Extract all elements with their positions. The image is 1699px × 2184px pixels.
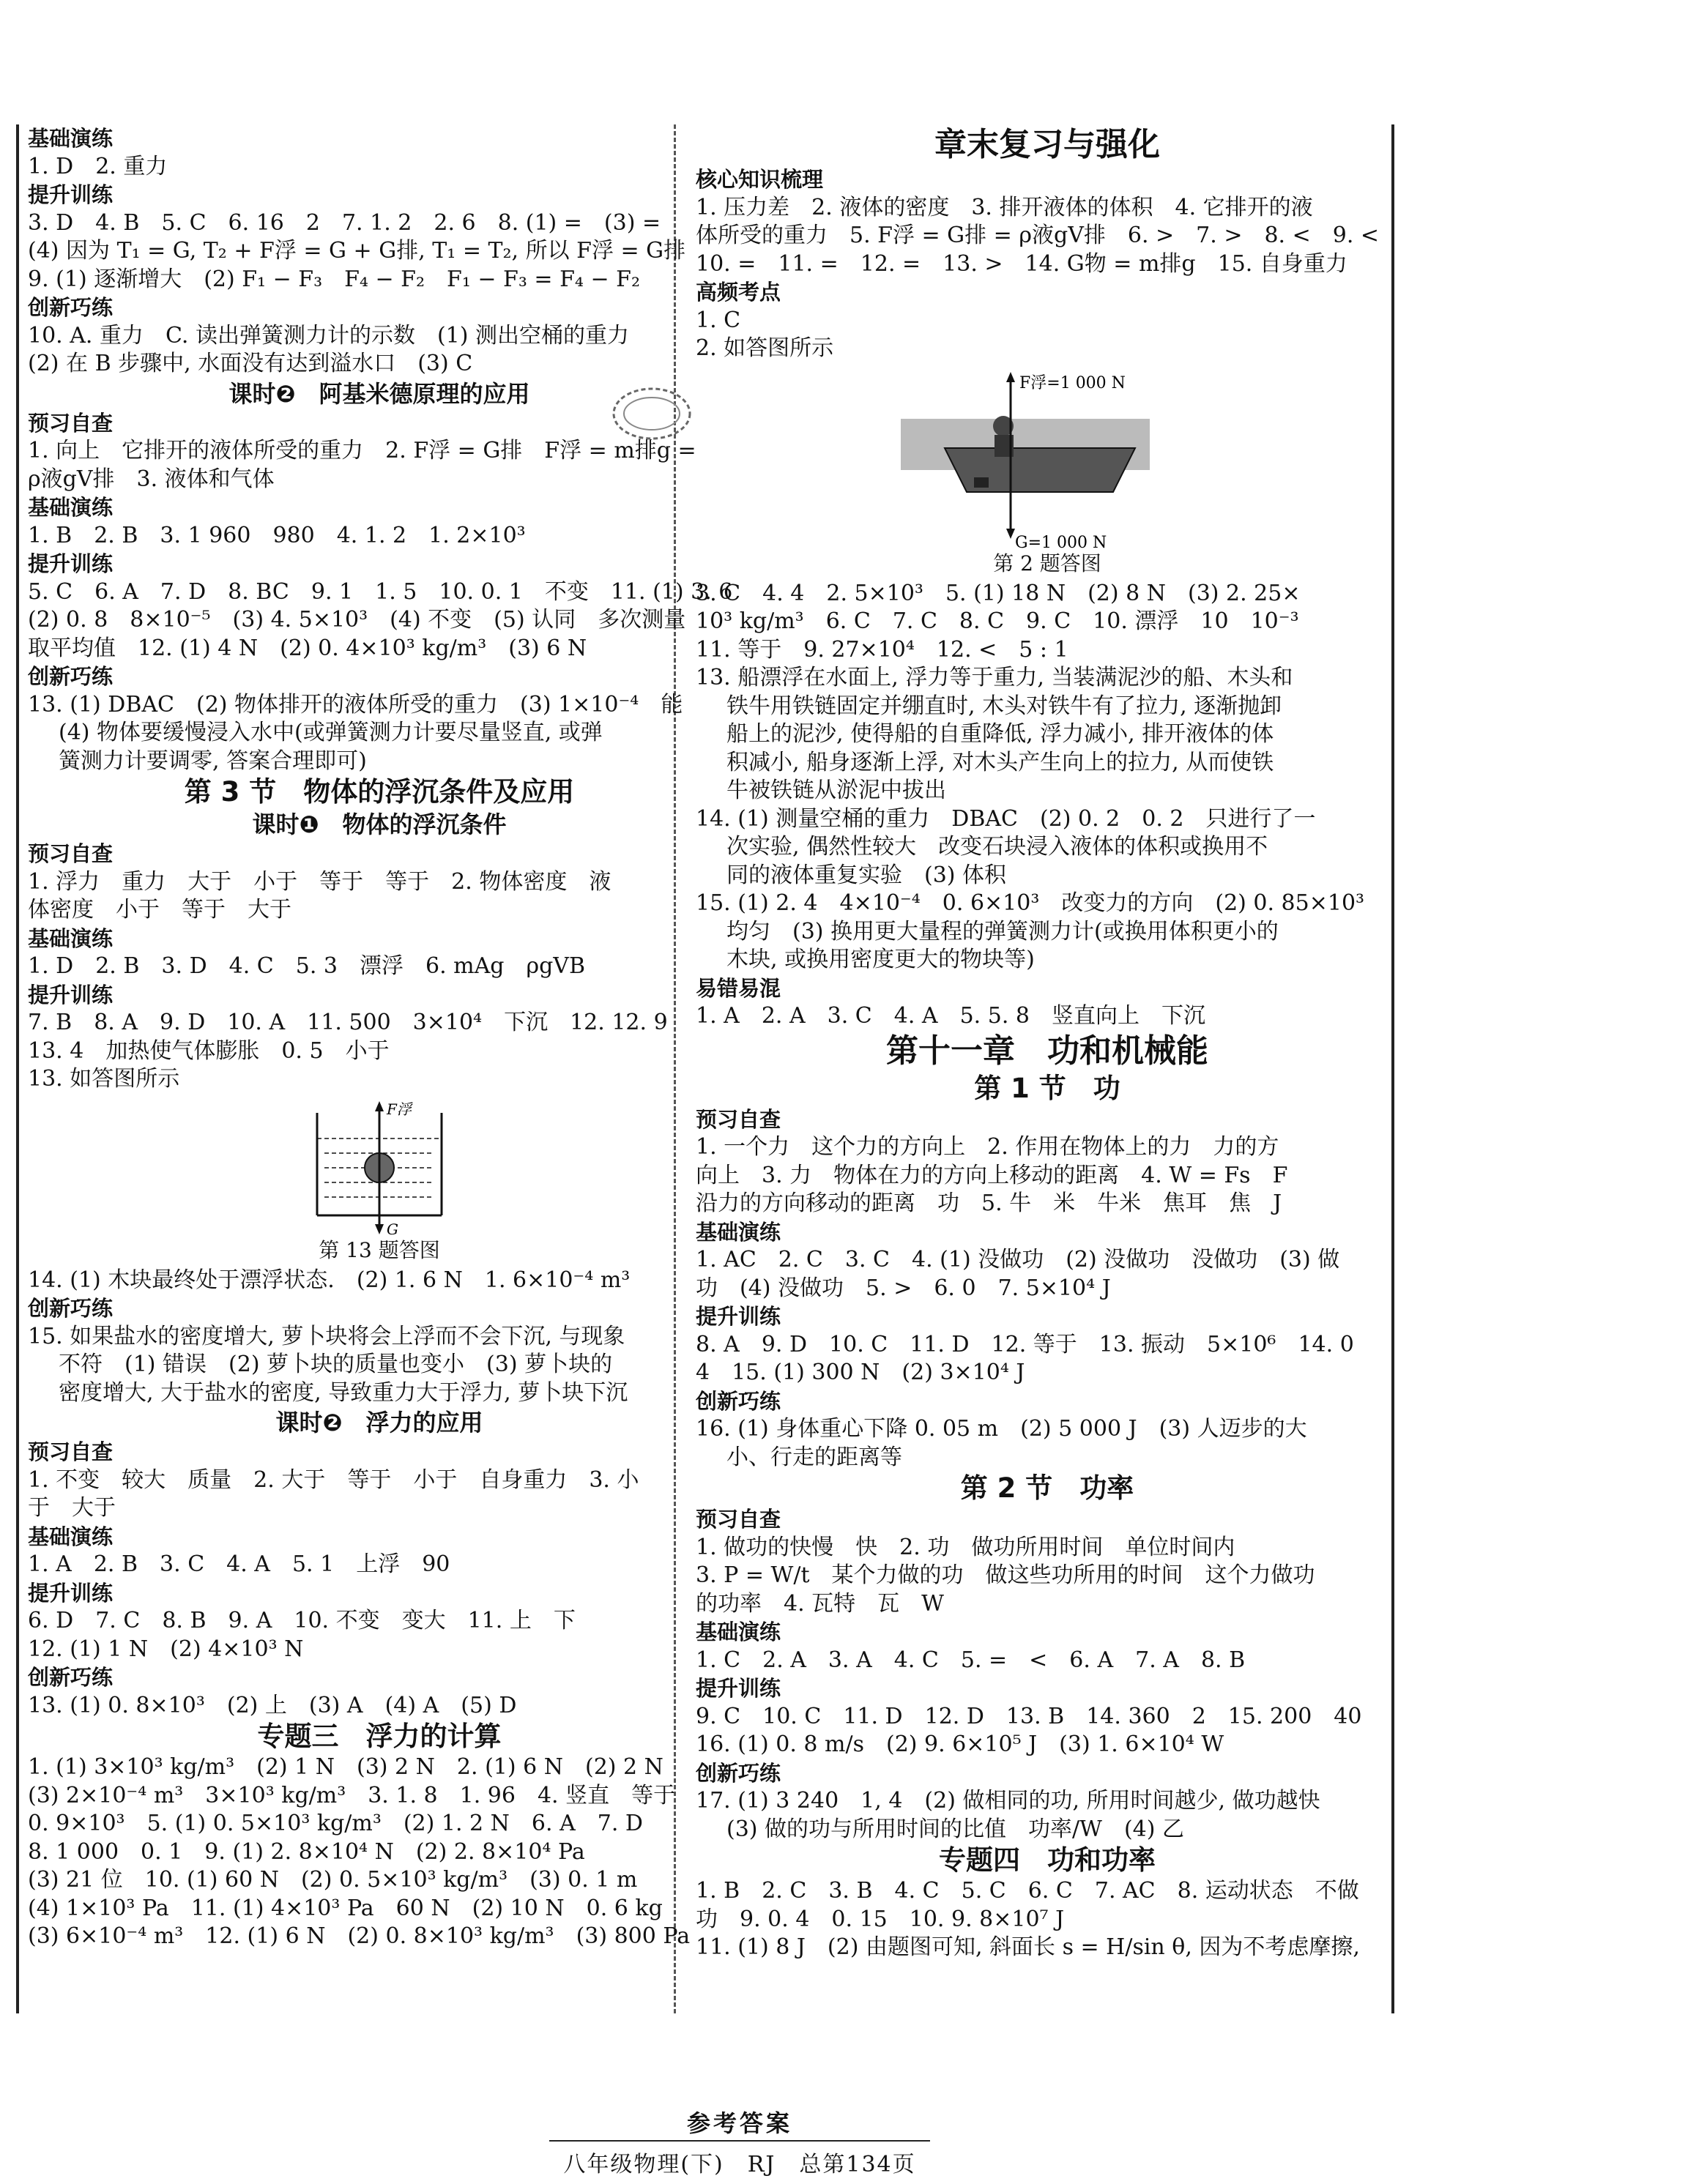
subheading: 高频考点: [696, 280, 781, 305]
subheading: 提升训练: [28, 1580, 114, 1606]
answer-line: 向上 3. 力 物体在力的方向上移动的距离 4. W = Fs F: [696, 1162, 1288, 1188]
figure-13-diagram: [291, 1098, 467, 1237]
footer-subtitle: 八年级物理(下) RJ 总第134页: [563, 2152, 916, 2177]
answer-line-continued: (4) 物体要缓慢浸入水中(或弹簧测力计要尽量竖直, 或弹: [59, 720, 603, 745]
answer-line: (3) 2×10⁻⁴ m³ 3×10³ kg/m³ 3. 1. 8 1. 96 4. 竖直 等于: [28, 1782, 676, 1808]
section-heading: 第 1 节 功: [974, 1072, 1120, 1104]
subheading: 基础演练: [28, 1524, 114, 1549]
figure-2-label-gravity: G=1 000 N: [1015, 533, 1107, 551]
figure-2: [696, 368, 1399, 577]
answer-line: 11. 等于 9. 27×10⁴ 12. < 5 : 1: [696, 636, 1068, 663]
answer-line-continued: 小、行走的距离等: [726, 1444, 902, 1470]
lesson-heading: 课时❷ 阿基米德原理的应用: [228, 379, 530, 408]
answer-line: 1. AC 2. C 3. C 4. (1) 没做功 (2) 没做功 没做功 (3) 做: [696, 1247, 1340, 1272]
subheading: 基础演练: [28, 925, 114, 951]
answer-line: (3) 21 位 10. (1) 60 N (2) 0. 5×10³ kg/m³ (3) 0. 1 m: [28, 1867, 638, 1893]
answer-line: 15. 如果盐水的密度增大, 萝卜块将会上浮而不会下沉, 与现象: [28, 1323, 625, 1349]
answer-line: 12. (1) 1 N (2) 4×10³ N: [28, 1636, 304, 1662]
section-heading: 第 3 节 物体的浮沉条件及应用: [184, 776, 575, 808]
answer-line: 1. C: [696, 307, 741, 333]
answer-line: 10. A. 重力 C. 读出弹簧测力计的示数 (1) 测出空桶的重力: [28, 322, 629, 349]
answer-line: 功 (4) 没做功 5. > 6. 0 7. 5×10⁴ J: [696, 1275, 1111, 1301]
subheading: 基础演练: [28, 126, 114, 151]
answer-line: 14. (1) 测量空桶的重力 DBAC (2) 0. 2 0. 2 只进行了一: [696, 805, 1316, 832]
subheading: 预习自查: [28, 841, 114, 866]
figure-13-caption: 第 13 题答图: [319, 1237, 440, 1262]
answer-line: 1. B 2. C 3. B 4. C 5. C 6. C 7. AC 8. 运动状态 不做: [696, 1878, 1359, 1904]
answer-line: 9. (1) 逐渐增大 (2) F₁ − F₃ F₄ − F₂ F₁ − F₃ = F₄ − F₂: [28, 266, 641, 292]
answer-line: 15. (1) 2. 4 4×10⁻⁴ 0. 6×10³ 改变力的方向 (2) 0. 85×10³: [696, 890, 1365, 916]
answer-line: 6. D 7. C 8. B 9. A 10. 不变 变大 11. 上 下: [28, 1608, 576, 1633]
answer-line: 16. (1) 0. 8 m/s (2) 9. 6×10⁵ J (3) 1. 6×10⁴ W: [696, 1732, 1224, 1757]
footer-title: 参考答案: [549, 2105, 930, 2142]
answer-line: 3. D 4. B 5. C 6. 16 2 7. 1. 2 2. 6 8. (1) = (3) =: [28, 209, 661, 236]
answer-line: 1. C 2. A 3. A 4. C 5. = < 6. A 7. A 8. B: [696, 1647, 1246, 1673]
answer-line-continued: 铁牛用铁链固定并绷直时, 木头对铁牛有了拉力, 逐渐抛卸: [726, 693, 1282, 719]
answer-line: 3. P = W/t 某个力做的功 做这些功所用的时间 这个力做功: [696, 1562, 1315, 1588]
subheading: 易错易混: [696, 975, 781, 1001]
answer-line-continued: 牛被铁链从淤泥中拔出: [726, 778, 946, 803]
answer-line: 14. (1) 木块最终处于漂浮状态. (2) 1. 6 N 1. 6×10⁻⁴ m³: [28, 1267, 631, 1293]
lesson-heading: 课时❶ 物体的浮沉条件: [252, 810, 507, 838]
section-heading: 专题四 功和功率: [939, 1844, 1156, 1876]
chapter-heading: 第十一章 功和机械能: [886, 1032, 1208, 1070]
subheading: 提升训练: [28, 182, 114, 207]
figure-13-label-gravity: G: [387, 1220, 398, 1237]
answer-line-continued: (3) 做的功与所用时间的比值 功率/W (4) 乙: [726, 1816, 1185, 1842]
answer-line: 7. B 8. A 9. D 10. A 11. 500 3×10⁴ 下沉 12. 12. 9: [28, 1010, 668, 1035]
answer-line: 13. (1) DBAC (2) 物体排开的液体所受的重力 (3) 1×10⁻⁴ 能: [28, 691, 683, 718]
answer-line: 1. 做功的快慢 快 2. 功 做功所用时间 单位时间内: [696, 1534, 1235, 1560]
right-column: [696, 124, 1399, 1962]
subheading: 提升训练: [28, 551, 114, 576]
answer-line: (3) 6×10⁻⁴ m³ 12. (1) 6 N (2) 0. 8×10³ kg/m³ (3) 800 Pa: [28, 1923, 691, 1949]
answer-line: (4) 因为 T₁ = G, T₂ + F浮 = G + G排, T₁ = T₂, 所以 F浮 = G排: [28, 238, 686, 264]
answer-line: 13. 4 加热使气体膨胀 0. 5 小于: [28, 1037, 390, 1064]
answer-line: 的功率 4. 瓦特 瓦 W: [696, 1590, 944, 1617]
lesson-heading: 课时❷ 浮力的应用: [275, 1409, 483, 1436]
answer-line: (2) 0. 8 8×10⁻⁵ (3) 4. 5×10³ (4) 不变 (5) 认同 多次测量: [28, 607, 686, 633]
answer-line: 3. C 4. 4 2. 5×10³ 5. (1) 18 N (2) 8 N (3) 2. 25×: [696, 580, 1301, 606]
section-heading: 专题三 浮力的计算: [257, 1721, 502, 1752]
figure-2-label-buoyancy: F浮=1 000 N: [1019, 373, 1126, 392]
subheading: 提升训练: [28, 982, 114, 1007]
answer-line-continued: 密度增大, 大于盐水的密度, 导致重力大于浮力, 萝卜块下沉: [59, 1379, 628, 1406]
subheading: 创新巧练: [696, 1760, 781, 1786]
answer-line-continued: 不符 (1) 错误 (2) 萝卜块的质量也变小 (3) 萝卜块的: [59, 1352, 613, 1377]
answer-line: 17. (1) 3 240 1, 4 (2) 做相同的功, 所用时间越少, 做功越快: [696, 1788, 1320, 1814]
subheading: 创新巧练: [28, 1665, 114, 1690]
subheading: 基础演练: [696, 1620, 781, 1644]
subheading: 提升训练: [696, 1676, 781, 1701]
answer-line: 1. (1) 3×10³ kg/m³ (2) 1 N (3) 2 N 2. (1) 6 N (2) 2 N: [28, 1754, 663, 1780]
subheading: 基础演练: [696, 1219, 781, 1245]
stamp-seal: [608, 381, 696, 447]
subheading: 创新巧练: [696, 1388, 781, 1414]
answer-line-continued: 船上的泥沙, 使得船的自重降低, 浮力减小, 排开液体的体: [726, 721, 1274, 747]
subheading: 创新巧练: [28, 295, 114, 320]
answer-line: 10. = 11. = 12. = 13. > 14. G物 = m排g 15. 自身重力: [696, 250, 1347, 277]
answer-line: 1. A 2. A 3. C 4. A 5. 5. 8 竖直向上 下沉: [696, 1003, 1205, 1029]
subheading: 基础演练: [28, 495, 114, 520]
answer-line: 10³ kg/m³ 6. C 7. C 8. C 9. C 10. 漂浮 10 10⁻³: [696, 608, 1299, 634]
subheading: 核心知识梳理: [696, 167, 824, 192]
figure-2-caption: 第 2 题答图: [993, 551, 1101, 575]
answer-line: 2. 如答图所示: [696, 335, 834, 361]
answer-line-continued: 簧测力计要调零, 答案合理即可): [59, 748, 367, 774]
answer-line: 5. C 6. A 7. D 8. BC 9. 1 1. 5 10. 0. 1 不变 11. (1) 3. 6: [28, 578, 733, 605]
answer-line: 1. A 2. B 3. C 4. A 5. 1 上浮 90: [28, 1551, 450, 1577]
page-footer: [549, 2105, 930, 2178]
answer-line: (4) 1×10³ Pa 11. (1) 4×10³ Pa 60 N (2) 10 N 0. 6 kg: [28, 1895, 663, 1921]
answer-line: 4 15. (1) 300 N (2) 3×10⁴ J: [696, 1360, 1025, 1385]
answer-line: 于 大于: [28, 1495, 116, 1521]
answer-line: 功 9. 0. 4 0. 15 10. 9. 8×10⁷ J: [696, 1906, 1065, 1932]
answer-line: 13. (1) 0. 8×10³ (2) 上 (3) A (4) A (5) D: [28, 1692, 517, 1718]
subheading: 预习自查: [28, 1439, 114, 1464]
answer-line: 13. 如答图所示: [28, 1066, 180, 1092]
answer-line: 8. 1 000 0. 1 9. (1) 2. 8×10⁴ N (2) 2. 8×10⁴ Pa: [28, 1838, 585, 1865]
section-heading: 第 2 节 功率: [960, 1472, 1134, 1504]
answer-line: 取平均值 12. (1) 4 N (2) 0. 4×10³ kg/m³ (3) 6 N: [28, 635, 587, 661]
answer-line: 1. D 2. 重力: [28, 153, 168, 179]
subheading: 创新巧练: [28, 664, 114, 689]
figure-2-diagram: [893, 368, 1201, 551]
answer-line: 1. B 2. B 3. 1 960 980 4. 1. 2 1. 2×10³: [28, 522, 526, 548]
answer-line: 1. 压力差 2. 液体的密度 3. 排开液体的体积 4. 它排开的液: [696, 194, 1313, 220]
subheading: 创新巧练: [28, 1296, 114, 1321]
answer-line: 沿力的方向移动的距离 功 5. 牛 米 牛米 焦耳 焦 J: [696, 1190, 1282, 1216]
subheading: 预习自查: [28, 410, 114, 436]
answer-line: 体密度 小于 等于 大于: [28, 897, 291, 923]
answer-line: 1. 向上 它排开的液体所受的重力 2. F浮 = G排 F浮 = m排g =: [28, 438, 696, 463]
answer-line: 11. (1) 8 J (2) 由题图可知, 斜面长 s = H/sin θ, 因为不考虑摩擦,: [696, 1934, 1360, 1960]
answer-line: 16. (1) 身体重心下降 0. 05 m (2) 5 000 J (3) 人迈步的大: [696, 1416, 1307, 1442]
answer-line-continued: 同的液体重复实验 (3) 体积: [726, 862, 1007, 888]
subheading: 预习自查: [696, 1507, 781, 1532]
answer-line-continued: 木块, 或换用密度更大的物块等): [726, 947, 1035, 972]
answer-line: 1. D 2. B 3. D 4. C 5. 3 漂浮 6. mAg ρgVB: [28, 953, 586, 979]
answer-line: (2) 在 B 步骤中, 水面没有达到溢水口 (3) C: [28, 351, 473, 376]
figure-13-label-buoyancy: F浮: [387, 1100, 412, 1118]
answer-line: ρ液gV排 3. 液体和气体: [28, 466, 275, 492]
subheading: 提升训练: [696, 1304, 781, 1329]
answer-line: 1. 浮力 重力 大于 小于 等于 等于 2. 物体密度 液: [28, 868, 611, 895]
answer-line: 体所受的重力 5. F浮 = G排 = ρ液gV排 6. > 7. > 8. < 9. <: [696, 223, 1380, 248]
answer-line: 9. C 10. C 11. D 12. D 13. B 14. 360 2 15. 200 40: [696, 1703, 1362, 1729]
answer-line: 0. 9×10³ 5. (1) 0. 5×10³ kg/m³ (2) 1. 2 N 6. A 7. D: [28, 1811, 643, 1836]
answer-line: 1. 一个力 这个力的方向上 2. 作用在物体上的力 力的方: [696, 1134, 1279, 1160]
chapter-heading: 章末复习与强化: [934, 126, 1160, 163]
answer-line: 8. A 9. D 10. C 11. D 12. 等于 13. 振动 5×10⁶ 14. 0: [696, 1331, 1354, 1357]
answer-line-continued: 均匀 (3) 换用更大量程的弹簧测力计(或换用体积更小的: [726, 918, 1279, 944]
figure-13: [28, 1098, 731, 1264]
left-margin-rule: [16, 124, 19, 2013]
answer-line-continued: 次实验, 偶然性较大 改变石块浸入液体的体积或换用不: [726, 834, 1268, 860]
answer-line: 1. 不变 较大 质量 2. 大于 等于 小于 自身重力 3. 小: [28, 1466, 639, 1493]
answer-line: 13. 船漂浮在水面上, 浮力等于重力, 当装满泥沙的船、木头和: [696, 665, 1293, 690]
subheading: 预习自查: [696, 1106, 781, 1132]
answer-line-continued: 积减小, 船身逐渐上浮, 对木头产生向上的拉力, 从而使铁: [726, 749, 1274, 775]
